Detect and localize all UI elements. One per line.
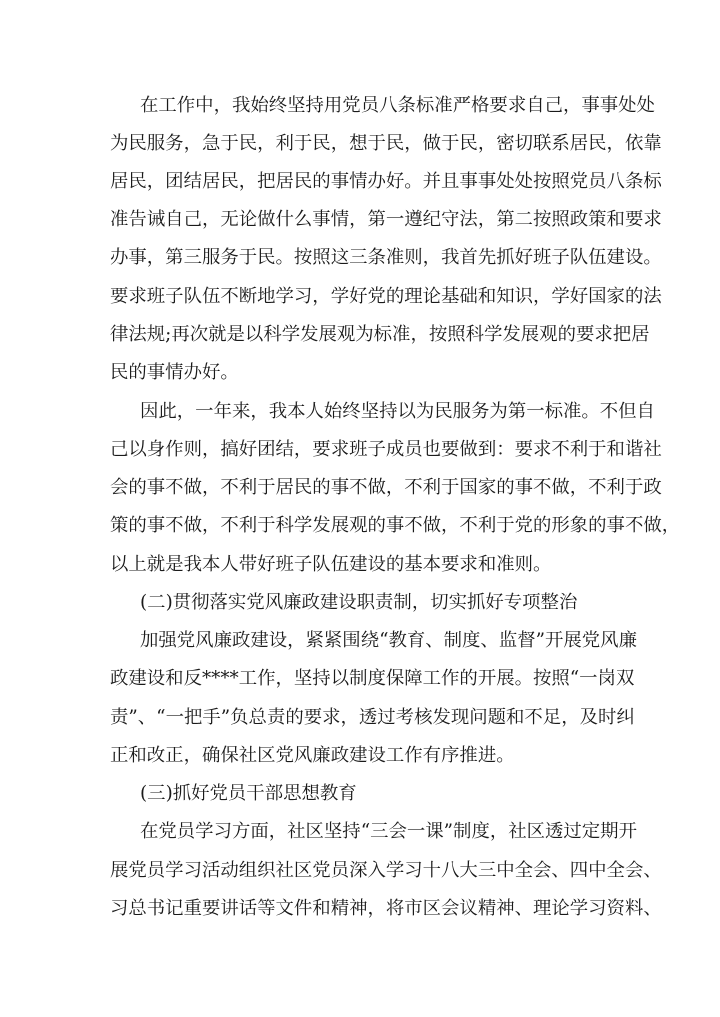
text-line: 策的事不做，不利于科学发展观的事不做，不利于党的形象的事不做， (110, 515, 681, 536)
text-line: 在党员学习方面，社区坚持“三会一课”制度，社区透过定期开 (140, 821, 637, 842)
text-line: 准告诫自己，无论做什么事情，第一遵纪守法，第二按照政策和要求 (110, 209, 662, 230)
section-heading: (二)贯彻落实党风廉政建设职责制，切实抓好专项整治 (140, 592, 578, 613)
text-line: 以上就是我本人带好班子队伍建设的基本要求和准则。 (110, 554, 552, 575)
text-line: 责”、“一把手”负总责的要求，透过考核发现问题和不足，及时纠 (110, 707, 635, 728)
text-line: 加强党风廉政建设，紧紧围绕“教育、制度、监督”开展党风廉 (140, 630, 637, 651)
text-line: 为民服务，急于民，利于民，想于民，做于民，密切联系居民，依靠 (110, 133, 662, 154)
text-line: 办事，第三服务于民。按照这三条准则，我首先抓好班子队伍建设。 (110, 247, 662, 268)
text-line: 己以身作则，搞好团结，要求班子成员也要做到：要求不利于和谐社 (110, 439, 662, 460)
text-line: 因此，一年来，我本人始终坚持以为民服务为第一标准。不但自 (140, 401, 655, 422)
text-line: 要求班子队伍不断地学习，学好党的理论基础和知识，学好国家的法 (110, 286, 662, 307)
text-line: 展党员学习活动组织社区党员深入学习十八大三中全会、四中全会、 (110, 860, 662, 881)
text-line: 民的事情办好。 (110, 362, 239, 383)
text-line: 政建设和反****工作，坚持以制度保障工作的开展。按照“一岗双 (110, 668, 635, 689)
text-line: 正和改正，确保社区党风廉政建设工作有序推进。 (110, 745, 515, 766)
text-line: 在工作中，我始终坚持用党员八条标准严格要求自己，事事处处 (140, 95, 655, 116)
text-line: 习总书记重要讲话等文件和精神，将市区会议精神、理论学习资料、 (110, 898, 662, 919)
section-heading: (三)抓好党员干部思想教育 (140, 783, 357, 804)
text-line: 居民，团结居民，把居民的事情办好。并且事事处处按照党员八条标 (110, 171, 662, 192)
text-line: 律法规;再次就是以科学发展观为标准，按照科学发展观的要求把居 (110, 324, 650, 345)
text-line: 会的事不做，不利于居民的事不做，不利于国家的事不做，不利于政 (110, 477, 662, 498)
